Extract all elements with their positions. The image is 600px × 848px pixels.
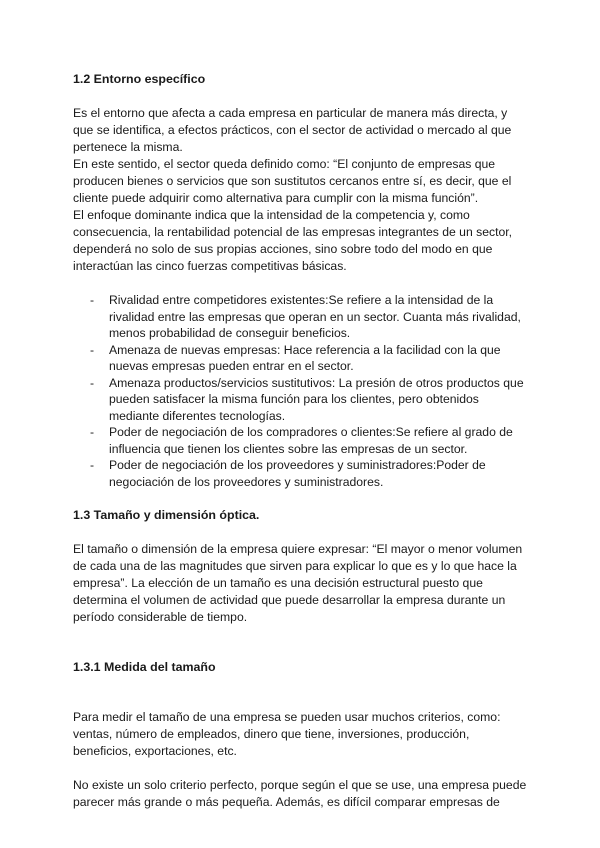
paragraph-tamano-definicion: El tamaño o dimensión de la empresa quiere expresar: “El mayor o menor volumen de cada una de las magnitudes que sirven para explicar lo que es y lo que hace la empresa”. La elección de un tamaño es una decisión estructural puesto que determina el volumen de actividad que puede desarrollar la empresa durante un período considerable de tiempo. (73, 542, 523, 624)
list-item: - Poder de negociación de los compradores o clientes:Se refiere al grado de influencia que tienen los clientes sobre las empresas de un sector. (90, 425, 513, 456)
bullet-dash: - (90, 375, 95, 390)
paragraph-criterio-perfecto: No existe un solo criterio perfecto, porque según el que se use, una empresa puede parecer más grande o más pequeña. Además, es difícil comparar empresas de (73, 778, 527, 809)
paragraph-sector-definicion: En este sentido, el sector queda definido como: “El conjunto de empresas que producen bienes o servicios que son sustitutos cercanos entre sí, es decir, que el cliente puede adquirir como alternativa para cumplir con la misma función”. (73, 157, 512, 205)
bullet-dash: - (90, 458, 95, 472)
bullet-dash: - (90, 342, 95, 357)
list-item: - Rivalidad entre competidores existentes:Se refiere a la intensidad de la rivalidad entre las empresas que operan en un sector. Cuanta más rivalidad, menos probabilidad de conseguir beneficios. (90, 293, 521, 340)
list-item: - Amenaza de nuevas empresas: Hace referencia a la facilidad con la que nuevas empresas pueden entrar en el sector. (90, 342, 501, 373)
bullet-dash: - (90, 425, 95, 439)
paragraph-criterios-medida: Para medir el tamaño de una empresa se pueden usar muchos criterios, como: ventas, número de empleados, dinero que tiene, inversiones, producción, beneficios, exportaciones, etc. (73, 710, 501, 758)
list-item: - Amenaza productos/servicios sustitutivos: La presión de otros productos que pueden satisfacer la misma función para los clientes, pero obtenidos mediante diferentes tecnologías. (90, 375, 524, 423)
section-heading-1-3: 1.3 Tamaño y dimensión óptica. (73, 508, 260, 522)
paragraph-enfoque-dominante: El enfoque dominante indica que la intensidad de la competencia y, como consecuencia, la rentabilidad potencial de las empresas integrantes de un sector, dependerá no solo de sus propias acciones, sino sobre todo del modo en que interactúan las cinco fuerzas competitivas básicas. (73, 208, 513, 273)
section-heading-1-3-1: 1.3.1 Medida del tamaño (73, 660, 216, 674)
list-item: - Poder de negociación de los proveedores y suministradores:Poder de negociación de los proveedores y suministradores. (90, 458, 486, 489)
section-heading-1-2: 1.2 Entorno específico (73, 72, 206, 86)
paragraph-entorno-definicion: Es el entorno que afecta a cada empresa en particular de manera más directa, y que se identifica, a efectos prácticos, con el sector de actividad o mercado al que pertenece la misma. (73, 106, 512, 154)
bullet-dash: - (90, 293, 95, 307)
five-forces-list (73, 292, 530, 490)
